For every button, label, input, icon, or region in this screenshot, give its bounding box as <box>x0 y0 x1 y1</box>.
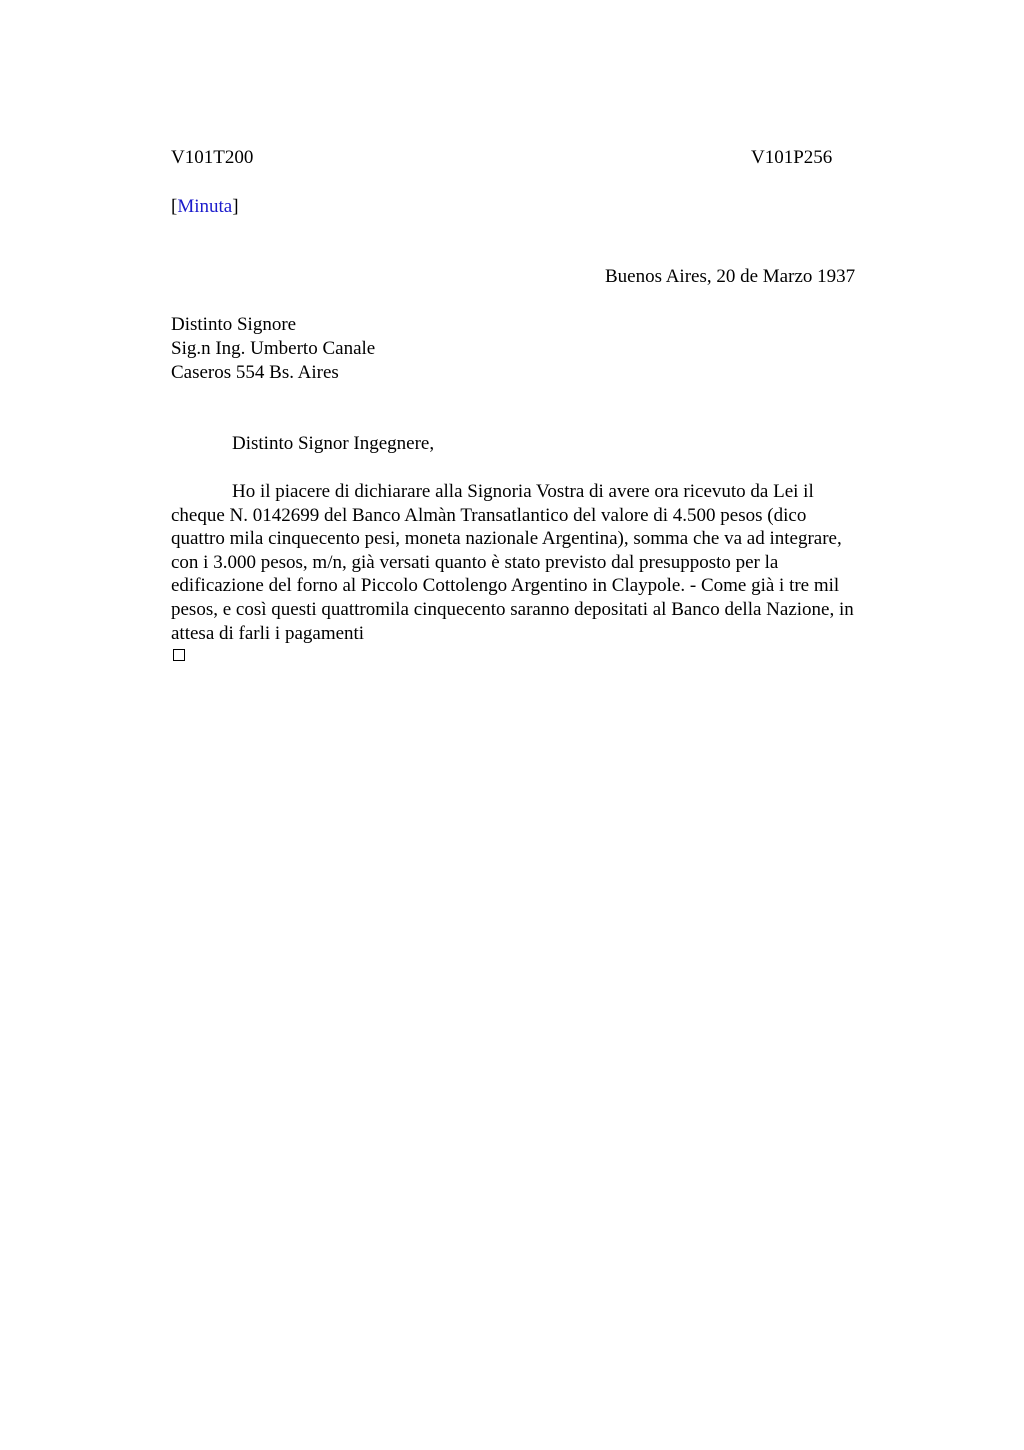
recipient-block <box>171 313 375 385</box>
minuta-link[interactable]: Minuta <box>177 196 233 217</box>
recipient-line: Distinto Signore <box>171 314 297 335</box>
recipient-line: Sig.n Ing. Umberto Canale <box>171 338 376 359</box>
body-line: Ho il piacere di dichiarare alla Signoria Vostra di avere ora ricevuto da Lei il <box>232 481 814 502</box>
recipient-line: Caseros 554 Bs. Aires <box>171 362 339 383</box>
bracket-close: ] <box>232 196 239 217</box>
body-line: pesos, e così questi quattromila cinquecento saranno depositati al Banco della Nazione, in <box>171 598 854 620</box>
empty-square-icon <box>173 649 185 661</box>
salutation: Distinto Signor Ingegnere, <box>232 433 435 454</box>
bracket-open: [ <box>171 196 178 217</box>
reference-code-left: V101T200 <box>171 147 254 168</box>
body-line: con i 3.000 pesos, m/n, già versati quanto è stato previsto dal presupposto per la <box>171 551 779 573</box>
document-type <box>171 195 239 219</box>
body-line: cheque N. 0142699 del Banco Almàn Transatlantico del valore di 4.500 pesos (dico <box>171 504 807 526</box>
body-paragraph <box>171 480 931 645</box>
body-line: edificazione del forno al Piccolo Cottolengo Argentino in Claypole. - Come già i tre mil <box>171 575 840 597</box>
reference-code-right: V101P256 <box>751 147 833 168</box>
body-line: quattro mila cinquecento pesi, moneta nazionale Argentina), somma che va ad integrare, <box>171 528 842 550</box>
letter-date: Buenos Aires, 20 de Marzo 1937 <box>605 266 856 287</box>
body-line: attesa di farli i pagamenti <box>171 622 365 644</box>
